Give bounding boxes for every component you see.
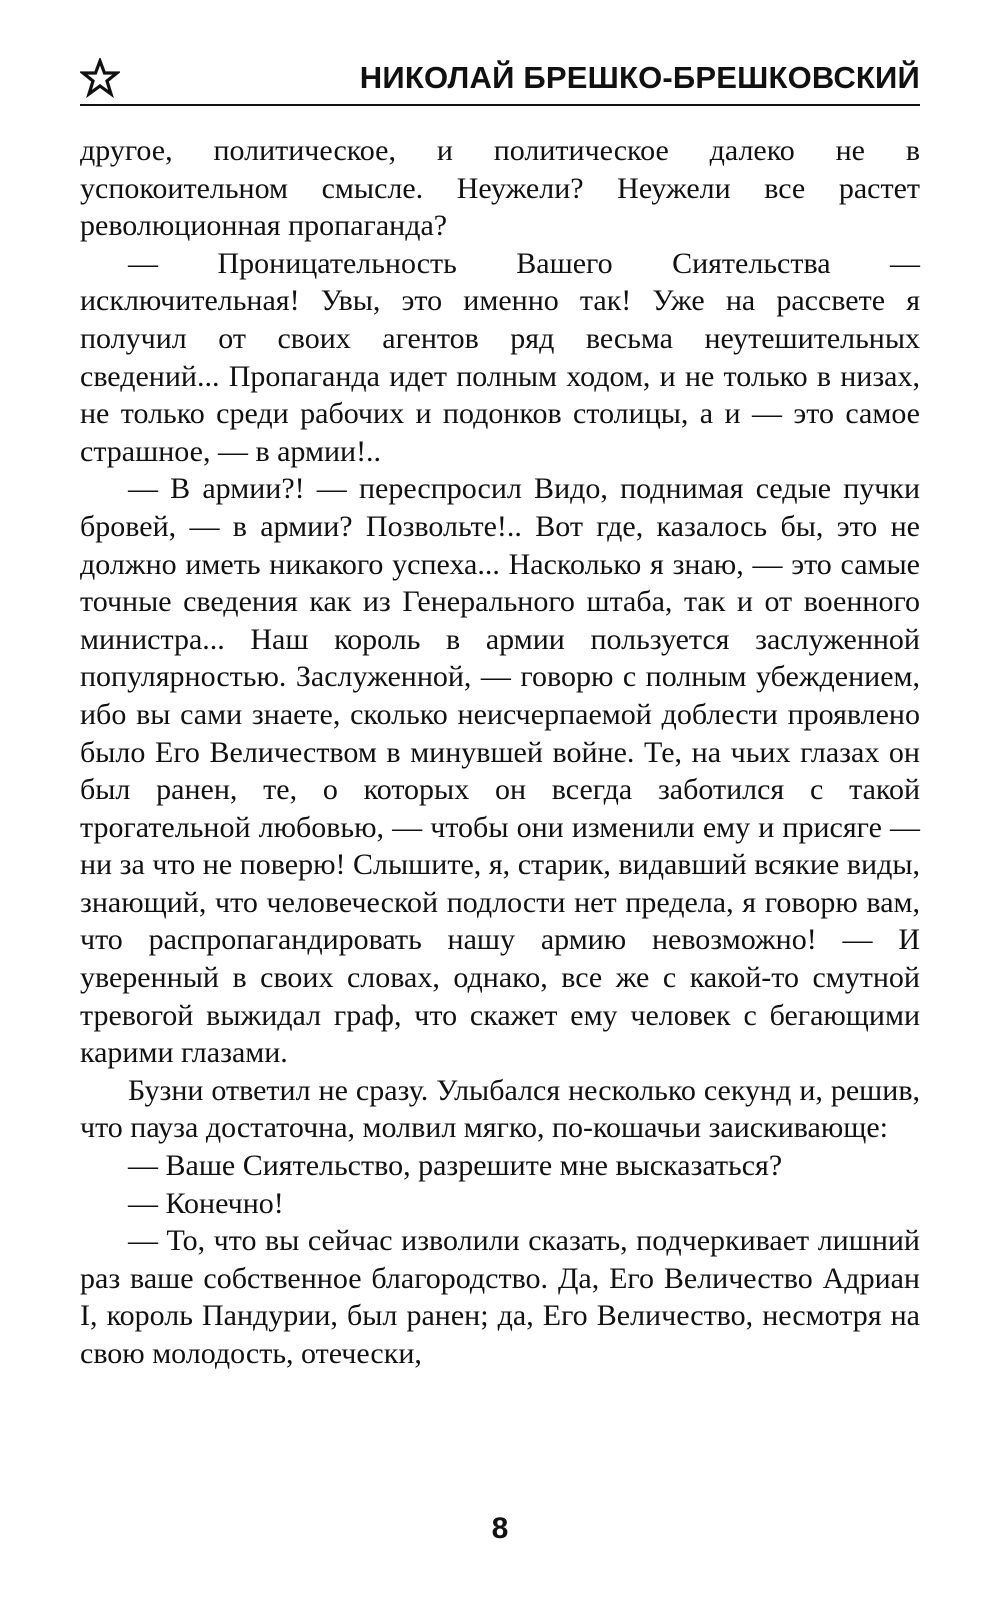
header-rule bbox=[80, 104, 920, 106]
paragraph: — Ваше Сиятельство, разрешите мне высказаться? bbox=[128, 1149, 783, 1183]
paragraph: Бузни ответил не сразу. Улыбался несколько секунд и, решив, что пауза достаточна, молвил мягко, по-кошачьи заискивающе: bbox=[80, 1073, 920, 1145]
body-text bbox=[80, 132, 920, 1373]
paragraph: — Конечно! bbox=[128, 1186, 284, 1220]
running-head: НИКОЛАЙ БРЕШКО-БРЕШКОВСКИЙ bbox=[359, 60, 920, 95]
page-header bbox=[80, 58, 920, 108]
star-outline-icon bbox=[80, 58, 120, 98]
paragraph: — Проницательность Вашего Сиятельства — исключительная! Увы, это именно так! Уже на рассвете я получил от своих агентов ряд весьма неутешительных сведений... Пропаганда идет полным ходом, и не только в низах, не только среди рабочих и подонков столицы, а и — это самое страшное, — в армии!.. bbox=[80, 246, 920, 468]
paragraph: — То, что вы сейчас изволили сказать, подчеркивает лишний раз ваше собственное благородство. Да, Его Величество Адриан I, король Пандурии, был ранен; да, Его Величество, несмотря на свою молодость, отечески, bbox=[80, 1224, 920, 1370]
paragraph: другое, политическое, и политическое далеко не в успокоительном смысле. Неужели? Неужели все растет революционная пропаганда? bbox=[80, 134, 920, 243]
page-number: 8 bbox=[491, 1512, 509, 1545]
paragraph: — В армии?! — переспросил Видо, поднимая седые пучки бровей, — в армии? Позвольте!.. Вот где, казалось бы, это не должно иметь никакого успеха... Насколько я знаю, — это самые точные сведения как из Генерального штаба, так и от военного министра... Наш король в армии пользуется заслуженной популярностью. Заслуженной, — говорю с полным убеждением, ибо вы сами знаете, сколько неисчерпаемой доблести проявлено было Его Величеством в минувшей войне. Те, на чьих глазах он был ранен, те, о которых он всегда заботился с такой трогательной любовью, — чтобы они изменили ему и присяге — ни за что не поверю! Слышите, я, старик, видавший всякие виды, знающий, что человеческой подлости нет предела, я говорю вам, что распропагандировать нашу армию невозможно! — И уверенный в своих словах, однако, все же с какой-то смутной тревогой выжидал граф, что скажет ему человек с бегающими карими глазами. bbox=[80, 472, 920, 1070]
